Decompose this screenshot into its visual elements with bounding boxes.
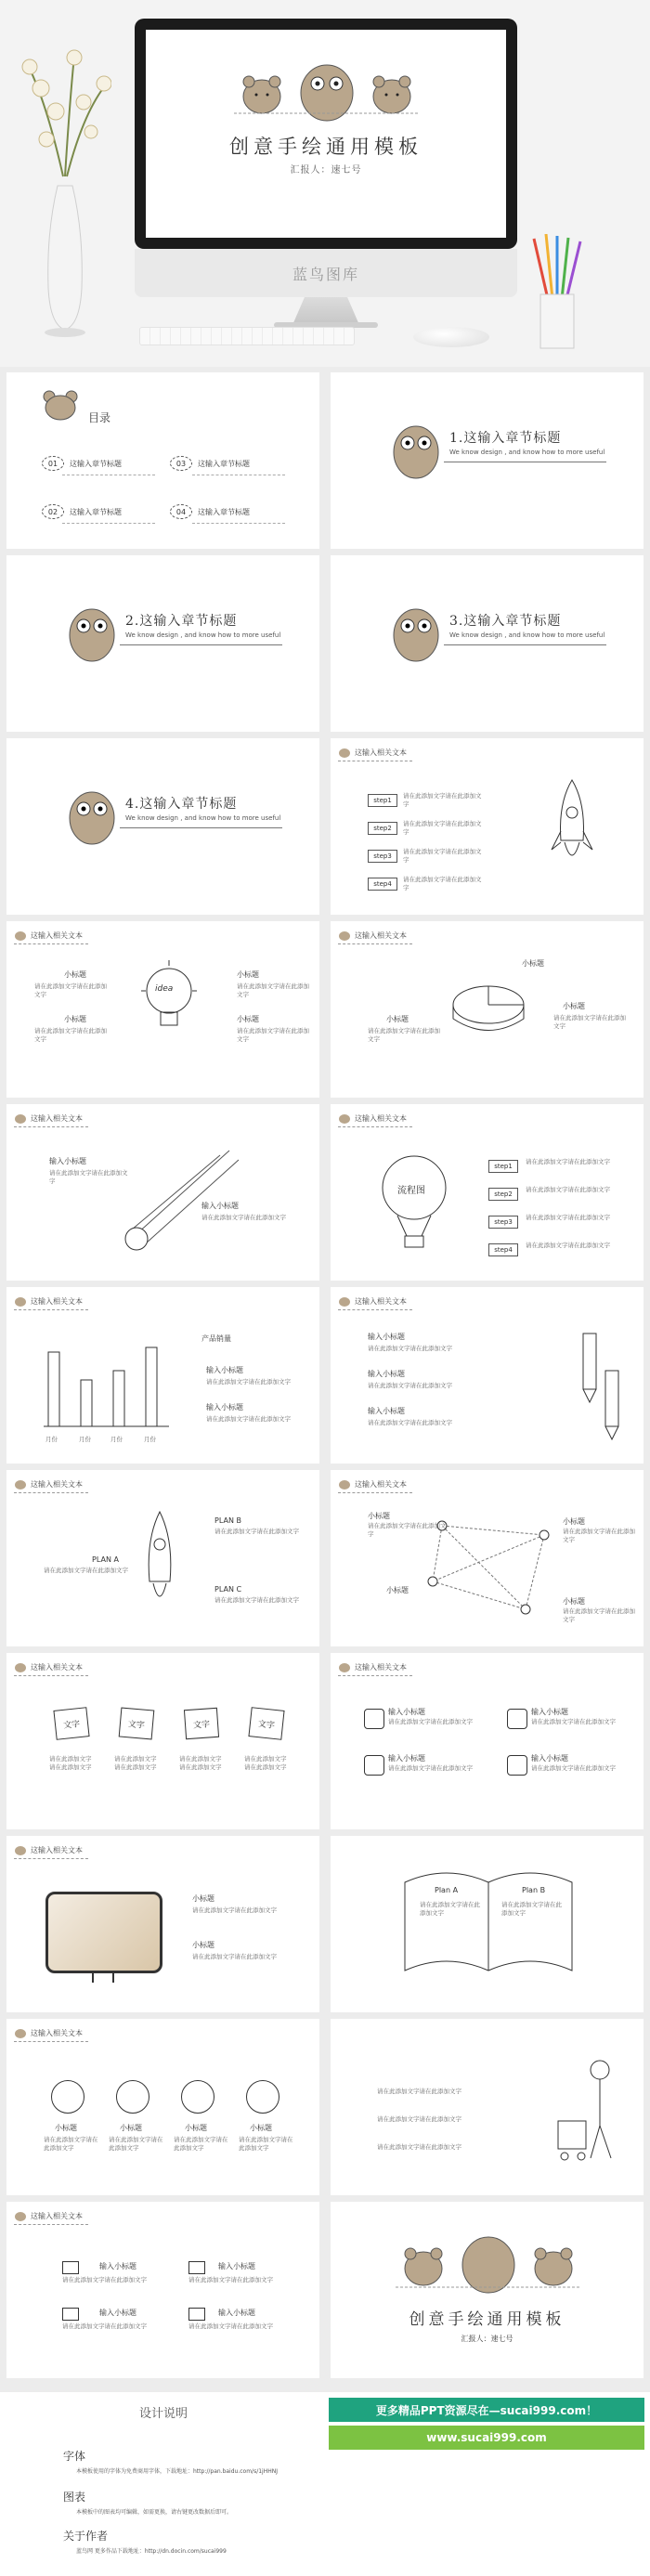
balloon-icon <box>377 1151 451 1253</box>
bear-owl-bear-icon <box>396 2230 581 2295</box>
toc-item-02[interactable]: 02 这输入章节标题 <box>42 504 122 519</box>
process-step-icon <box>51 2080 84 2114</box>
chapter-title: 3.这输入章节标题 <box>449 614 562 629</box>
toc-item-01[interactable]: 01 这输入章节标题 <box>42 456 122 471</box>
keyboard <box>139 327 355 345</box>
slide-rocket-plans: 这输入相关文本 PLAN B 请在此添加文字请在此添加文字 PLAN A 请在此添加文字请在此添加文字 PLAN C 请在此添加文字请在此添加文字 <box>6 1470 319 1646</box>
slide-process: 这输入相关文本 小标题 小标题 小标题 小标题 请在此添加文字请在此添加文字 请在此添加文字请在此添加文字 请在此添加文字请在此添加文字 请在此添加文字请在此添加文字 <box>6 2019 319 2195</box>
person-cart-icon <box>553 2056 628 2177</box>
note-card: 文字 <box>53 1707 89 1740</box>
pencil-characters-icon <box>572 1324 628 1445</box>
bear-icon <box>338 930 351 941</box>
owl-icon <box>388 417 444 482</box>
slide-network: 这输入相关文本 小标题 请在此添加文字请在此添加文字 小标题 请在此添加文字请在此添加文字 小标题 小标题 请在此添加文字请在此添加文字 <box>331 1470 644 1646</box>
process-step-icon <box>116 2080 150 2114</box>
note-card: 文字 <box>119 1707 155 1739</box>
note-card: 文字 <box>184 1708 219 1739</box>
user-icon <box>507 1755 527 1776</box>
bear-icon <box>338 1113 351 1124</box>
font-heading: 字体 <box>63 2450 86 2463</box>
cup-icon <box>364 1755 384 1776</box>
promo-banner-top[interactable]: 更多精品PPT资源尽在—sucai999.com！ <box>329 2398 644 2422</box>
step-1: step1 <box>368 794 397 807</box>
bar-sketch-icon <box>44 1334 174 1436</box>
brand-label: 蓝鸟图库 <box>292 265 359 283</box>
font-text: 本模板使用的字体为免费商用字体，下载地址：http://pan.baidu.com/s/1jHHNJ <box>76 2468 278 2475</box>
note-card: 文字 <box>248 1707 284 1740</box>
bear-icon <box>338 1296 351 1307</box>
pencil-cup-icon <box>529 234 585 350</box>
photo-frame <box>46 1892 162 1973</box>
design-notes-footer <box>0 2392 650 2576</box>
step-4: step4 <box>368 878 397 891</box>
cover-subtitle: 汇报人：速七号 <box>290 165 362 176</box>
mail-icon <box>62 2261 79 2274</box>
slide-steps-rocket: 这输入相关文本 step1 step2 step3 step4 请在此添加文字请在此添加文字 请在此添加文字请在此添加文字 请在此添加文字请在此添加文字 请在此添加文字请在此添加文字 <box>331 738 644 915</box>
chapter-subtitle: We know design , and know how to more useful <box>125 814 281 822</box>
step-2: step2 <box>368 822 397 835</box>
comet-icon <box>109 1141 248 1262</box>
cover-title: 创意手绘通用模板 <box>229 136 422 158</box>
bear-icon <box>14 2211 27 2221</box>
lightbulb-icon <box>136 958 202 1042</box>
bear-icon <box>14 2028 27 2038</box>
bear-icon <box>14 1662 27 1672</box>
bear-icon <box>14 1845 27 1855</box>
slide-cart-person: 请在此添加文字请在此添加文字 请在此添加文字请在此添加文字 请在此添加文字请在此添加文字 <box>331 2019 644 2195</box>
document-icon <box>62 2308 79 2321</box>
bear-icon <box>42 389 79 421</box>
open-book-icon <box>396 1864 581 1984</box>
chapter-title: 1.这输入章节标题 <box>449 431 562 446</box>
slide-notes: 这输入相关文本 文字 文字 文字 文字 请在此添加文字请在此添加文字 请在此添加文字请在此添加文字 请在此添加文字请在此添加文字 请在此添加文字请在此添加文字 <box>6 1653 319 1829</box>
bear-owl-bear-icon <box>234 58 420 123</box>
end-subtitle: 汇报人：速七号 <box>461 2335 514 2343</box>
slide-end <box>331 2202 644 2378</box>
author-text: 蓝鸟网 更多作品下载地址：http://dn.docin.com/sucai999 <box>76 2548 227 2555</box>
process-step-icon <box>246 2080 280 2114</box>
slide-book-plans: Plan A Plan B 请在此添加文字请在此添加文字 请在此添加文字请在此添加文字 <box>331 1836 644 2012</box>
chat-icon <box>507 1709 527 1729</box>
clock-icon <box>364 1709 384 1729</box>
slide-toc <box>6 372 319 549</box>
bear-icon <box>338 748 351 758</box>
slide-photo-monitor: 这输入相关文本 小标题 请在此添加文字请在此添加文字 小标题 请在此添加文字请在此添加文字 <box>6 1836 319 2012</box>
bear-icon <box>14 1296 27 1307</box>
idea-label: idea <box>155 984 174 994</box>
bear-icon <box>338 1479 351 1490</box>
process-step-icon <box>181 2080 214 2114</box>
bear-icon <box>338 1662 351 1672</box>
end-title: 创意手绘通用模板 <box>409 2310 566 2329</box>
slide-chapter-2 <box>6 555 319 732</box>
toc-item-04[interactable]: 04 这输入章节标题 <box>170 504 250 519</box>
cup-icon <box>188 2308 205 2321</box>
slide-balloon-flow: 这输入相关文本 流程图 step1 step2 step3 step4 请在此添加文字请在此添加文字 请在此添加文字请在此添加文字 请在此添加文字请在此添加文字 请在此添加文字请在此添加文字 <box>331 1104 644 1281</box>
product-title: 产品销量 <box>202 1334 231 1343</box>
chart-heading: 图表 <box>63 2491 86 2504</box>
cover-slide <box>146 30 506 238</box>
author-heading: 关于作者 <box>63 2530 109 2543</box>
bear-icon <box>14 1113 27 1124</box>
mouse <box>413 327 489 347</box>
flower-vase-icon <box>19 46 111 344</box>
slide-chapter-4 <box>6 738 319 915</box>
promo-banner-bottom[interactable]: www.sucai999.com <box>329 2426 644 2450</box>
slide-icon-grid: 这输入相关文本 输入小标题 请在此添加文字请在此添加文字 输入小标题 请在此添加文字请在此添加文字 输入小标题 请在此添加文字请在此添加文字 输入小标题 请在此添加文字请在此添加文字 <box>331 1653 644 1829</box>
chapter-subtitle: We know design , and know how to more useful <box>449 631 605 639</box>
chapter-subtitle: We know design , and know how to more useful <box>125 631 281 639</box>
hero-section <box>0 0 650 367</box>
rocket-icon <box>544 775 600 887</box>
monitor <box>135 19 517 316</box>
toc-title: 目录 <box>88 411 111 424</box>
slide-pie: 这输入相关文本 小标题 小标题 请在此添加文字请在此添加文字 小标题 请在此添加文字请在此添加文字 <box>331 921 644 1098</box>
bear-icon <box>14 930 27 941</box>
pie-sketch-icon <box>442 968 535 1051</box>
chapter-title: 2.这输入章节标题 <box>125 614 238 629</box>
owl-icon <box>64 783 120 848</box>
bear-icon <box>14 1479 27 1490</box>
slide-pencil-list: 这输入相关文本 输入小标题 请在此添加文字请在此添加文字 输入小标题 请在此添加文字请在此添加文字 输入小标题 请在此添加文字请在此添加文字 <box>331 1287 644 1464</box>
chapter-title: 4.这输入章节标题 <box>125 797 238 812</box>
chart-text: 本模板中的图表均可编辑，如需更换，请右键更改数据后即可。 <box>76 2509 233 2516</box>
slide-product-sales: 这输入相关文本 月份 月份 月份 月份 产品销量 输入小标题 请在此添加文字请在此添加文字 输入小标题 请在此添加文字请在此添加文字 <box>6 1287 319 1464</box>
chat-icon <box>188 2261 205 2274</box>
step-3: step3 <box>368 850 397 863</box>
balloon-label: 流程图 <box>397 1186 425 1196</box>
owl-icon <box>388 600 444 665</box>
chapter-subtitle: We know design , and know how to more useful <box>449 449 605 456</box>
slide-comet: 这输入相关文本 输入小标题 请在此添加文字请在此添加文字 输入小标题 请在此添加文字请在此添加文字 <box>6 1104 319 1281</box>
toc-item-03[interactable]: 03 这输入章节标题 <box>170 456 250 471</box>
slide-icon-list: 这输入相关文本 输入小标题 输入小标题 输入小标题 输入小标题 请在此添加文字请在此添加文字 请在此添加文字请在此添加文字 请在此添加文字请在此添加文字 请在此添加文字请在此添加文字 <box>6 2202 319 2378</box>
slide-chapter-3 <box>331 555 644 732</box>
slide-chapter-1 <box>331 372 644 549</box>
owl-icon <box>64 600 120 665</box>
slide-idea: 这输入相关文本 小标题 请在此添加文字请在此添加文字 小标题 请在此添加文字请在此添加文字 小标题 请在此添加文字请在此添加文字 小标题 请在此添加文字请在此添加文字 idea <box>6 921 319 1098</box>
design-notes-title: 设计说明 <box>139 2407 188 2421</box>
rocket-icon <box>136 1507 183 1619</box>
